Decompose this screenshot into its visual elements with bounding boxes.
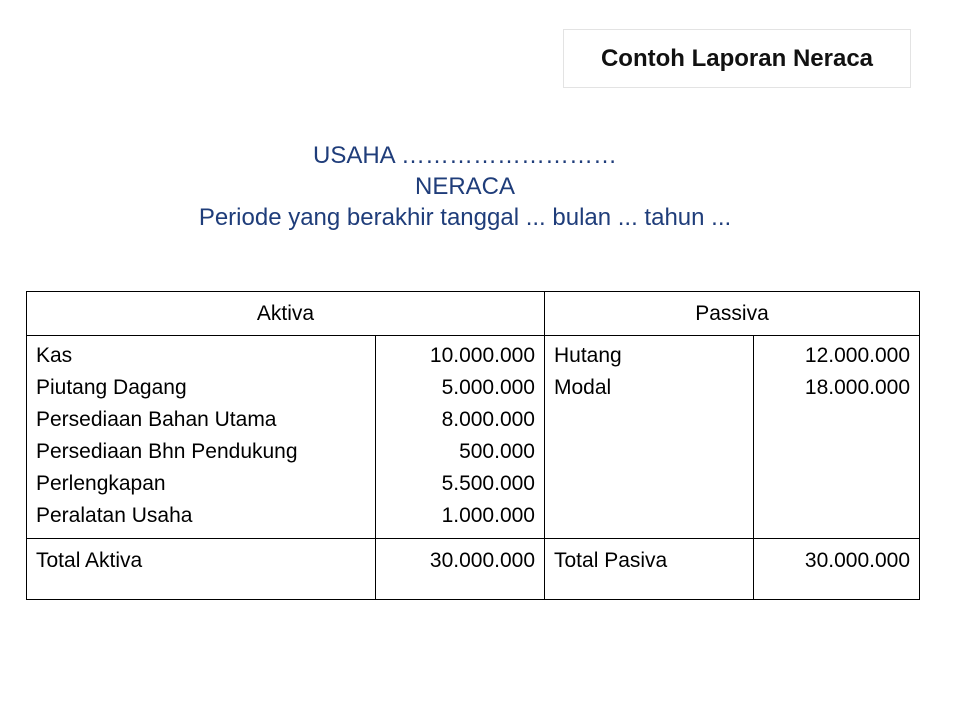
passiva-items-cell [545,336,754,539]
aktiva-value: 8.000.000 [441,408,535,431]
aktiva-item: Piutang Dagang [36,376,187,399]
total-aktiva-label: Total Aktiva [27,539,376,600]
report-period: Periode yang berakhir tanggal ... bulan ... tahun ... [198,204,732,231]
aktiva-value: 1.000.000 [441,504,535,527]
passiva-value: 18.000.000 [804,376,910,399]
total-pasiva-value: 30.000.000 [754,539,920,600]
aktiva-item: Persediaan Bhn Pendukung [36,440,298,463]
table-total-row [27,539,920,600]
aktiva-item: Perlengkapan [36,472,166,495]
passiva-item: Hutang [554,344,622,367]
header-passiva: Passiva [545,292,920,336]
aktiva-item: Persediaan Bahan Utama [36,408,277,431]
aktiva-value: 500.000 [459,440,535,463]
aktiva-item: Kas [36,344,73,367]
aktiva-values-cell [376,336,545,539]
total-pasiva-label: Total Pasiva [545,539,754,600]
aktiva-items-cell [27,336,376,539]
report-heading [0,140,930,233]
aktiva-item: Peralatan Usaha [36,504,193,527]
total-aktiva-value: 30.000.000 [376,539,545,600]
aktiva-value: 5.500.000 [441,472,535,495]
passiva-item: Modal [554,376,612,399]
report-name: NERACA [414,173,516,200]
passiva-values-cell [754,336,920,539]
balance-sheet-table [26,291,920,600]
slide-title: Contoh Laporan Neraca [563,29,911,88]
business-name: USAHA ……………………… [312,142,618,169]
table-body-row [27,336,920,539]
aktiva-value: 10.000.000 [429,344,535,367]
table-header-row [27,292,920,336]
passiva-value: 12.000.000 [804,344,910,367]
header-aktiva: Aktiva [27,292,545,336]
aktiva-value: 5.000.000 [441,376,535,399]
